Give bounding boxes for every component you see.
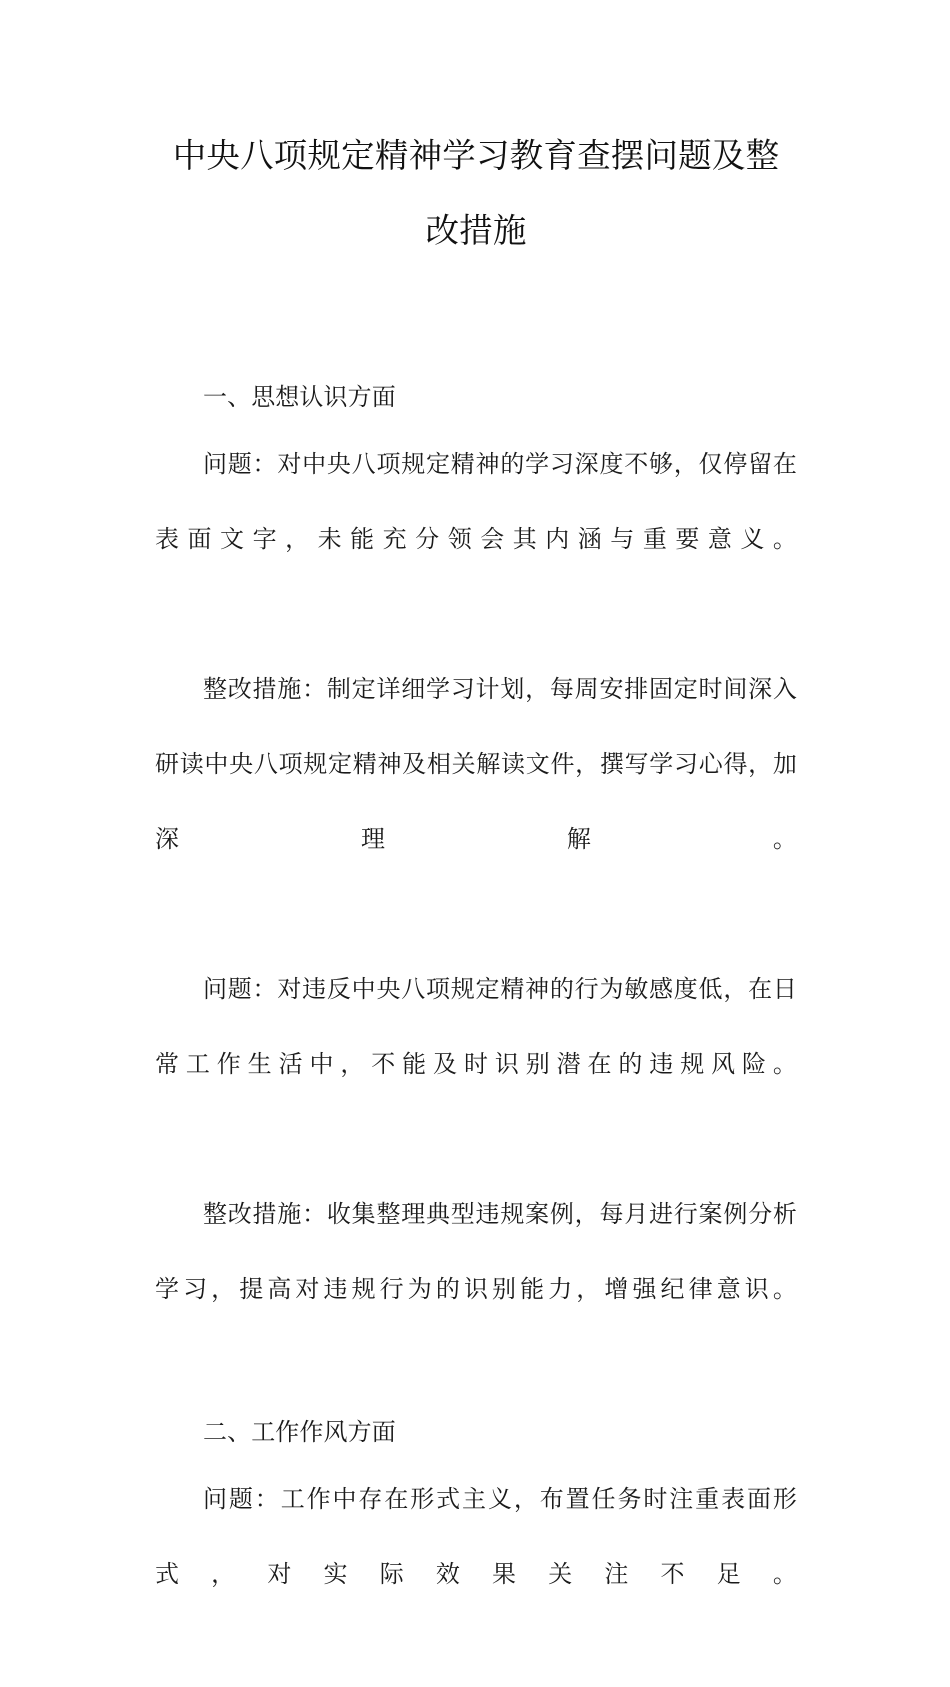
paragraph-measure-1: 整改措施：制定详细学习计划，每周安排固定时间深入研读中央八项规定精神及相关解读文件，撰写学习心得，加深理解。 bbox=[155, 675, 797, 853]
paragraph-problem-1: 问题：对中央八项规定精神的学习深度不够，仅停留在表面文字，未能充分领会其内涵与重要意义。 bbox=[155, 450, 797, 553]
paragraph-problem-2: 问题：对违反中央八项规定精神的行为敏感度低，在日常工作生活中，不能及时识别潜在的违规风险。 bbox=[155, 975, 797, 1078]
title-body-spacer bbox=[155, 268, 797, 367]
section-heading-1: 一、思想认识方面 bbox=[203, 383, 396, 411]
section-heading-2: 二、工作作风方面 bbox=[203, 1418, 396, 1446]
paragraph-measure-2: 整改措施：收集整理典型违规案例，每月进行案例分析学习，提高对违规行为的识别能力，增强纪律意识。 bbox=[155, 1200, 797, 1303]
document-title-line-2: 改措施 bbox=[425, 211, 527, 250]
document-body bbox=[155, 0, 797, 1687]
document-title bbox=[155, 0, 797, 268]
paragraph-problem-3: 问题：工作中存在形式主义，布置任务时注重表面形式，对实际效果关注不足。 bbox=[155, 1485, 797, 1588]
document-title-line-1: 中央八项规定精神学习教育查摆问题及整 bbox=[172, 136, 780, 175]
